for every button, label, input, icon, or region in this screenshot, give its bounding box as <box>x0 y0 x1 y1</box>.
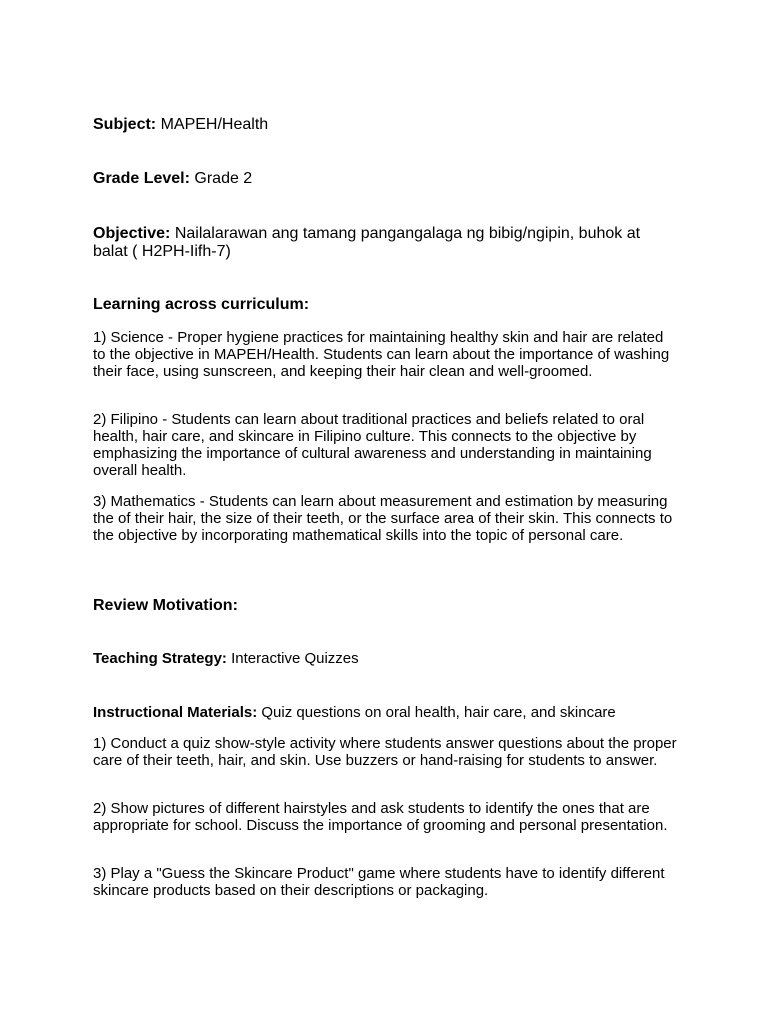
activity-item-hairstyles: 2) Show pictures of different hairstyles and ask students to identify the ones that are appropriate for school. Discuss the importance of grooming and personal presentation. <box>93 800 668 834</box>
objective-value: Nailalarawan ang tamang pangangalaga ng bibig/ngipin, buhok at balat ( H2PH-Iifh-7) <box>93 225 641 260</box>
grade-level-label: Grade Level: <box>93 170 190 187</box>
subject-label: Subject: <box>93 116 157 133</box>
subject-value: MAPEH/Health <box>160 116 269 133</box>
instructional-materials-field <box>93 704 678 721</box>
activity-item-skincare-game: 3) Play a "Guess the Skincare Product" game where students have to identify different skincare products based on their descriptions or packaging. <box>93 865 665 899</box>
instructional-materials-label: Instructional Materials: <box>93 704 258 721</box>
grade-level-value: Grade 2 <box>194 170 253 187</box>
instructional-materials-value: Quiz questions on oral health, hair care, and skincare <box>261 704 616 721</box>
teaching-strategy-value: Interactive Quizzes <box>231 650 359 667</box>
grade-level-field <box>93 170 678 188</box>
subject-field <box>93 116 678 134</box>
activity-item-quiz-show: 1) Conduct a quiz show-style activity where students answer questions about the proper care of their teeth, hair, and skin. Use buzzers or hand-raising for students to answer. <box>93 735 677 769</box>
teaching-strategy-label: Teaching Strategy: <box>93 650 227 667</box>
review-motivation-heading: Review Motivation: <box>93 597 238 614</box>
objective-label: Objective: <box>93 225 171 242</box>
curriculum-item-science: 1) Science - Proper hygiene practices for maintaining healthy skin and hair are related to the objective in MAPEH/Health. Students can learn about the importance of washing their face, using sunscreen, and keeping their hair clean and well-groomed. <box>93 329 670 380</box>
curriculum-item-mathematics: 3) Mathematics - Students can learn about measurement and estimation by measuring the of their hair, the size of their teeth, or the surface area of their skin. This connects to the objective by incorporating mathematical skills into the topic of personal care. <box>93 493 673 544</box>
learning-across-curriculum-heading: Learning across curriculum: <box>93 296 310 313</box>
curriculum-item-filipino: 2) Filipino - Students can learn about traditional practices and beliefs related to oral health, hair care, and skincare in Filipino culture. This connects to the objective by emphasizing the importance of cultural awareness and understanding in maintaining overall health. <box>93 411 652 479</box>
objective-field <box>93 225 678 261</box>
teaching-strategy-field <box>93 650 678 667</box>
